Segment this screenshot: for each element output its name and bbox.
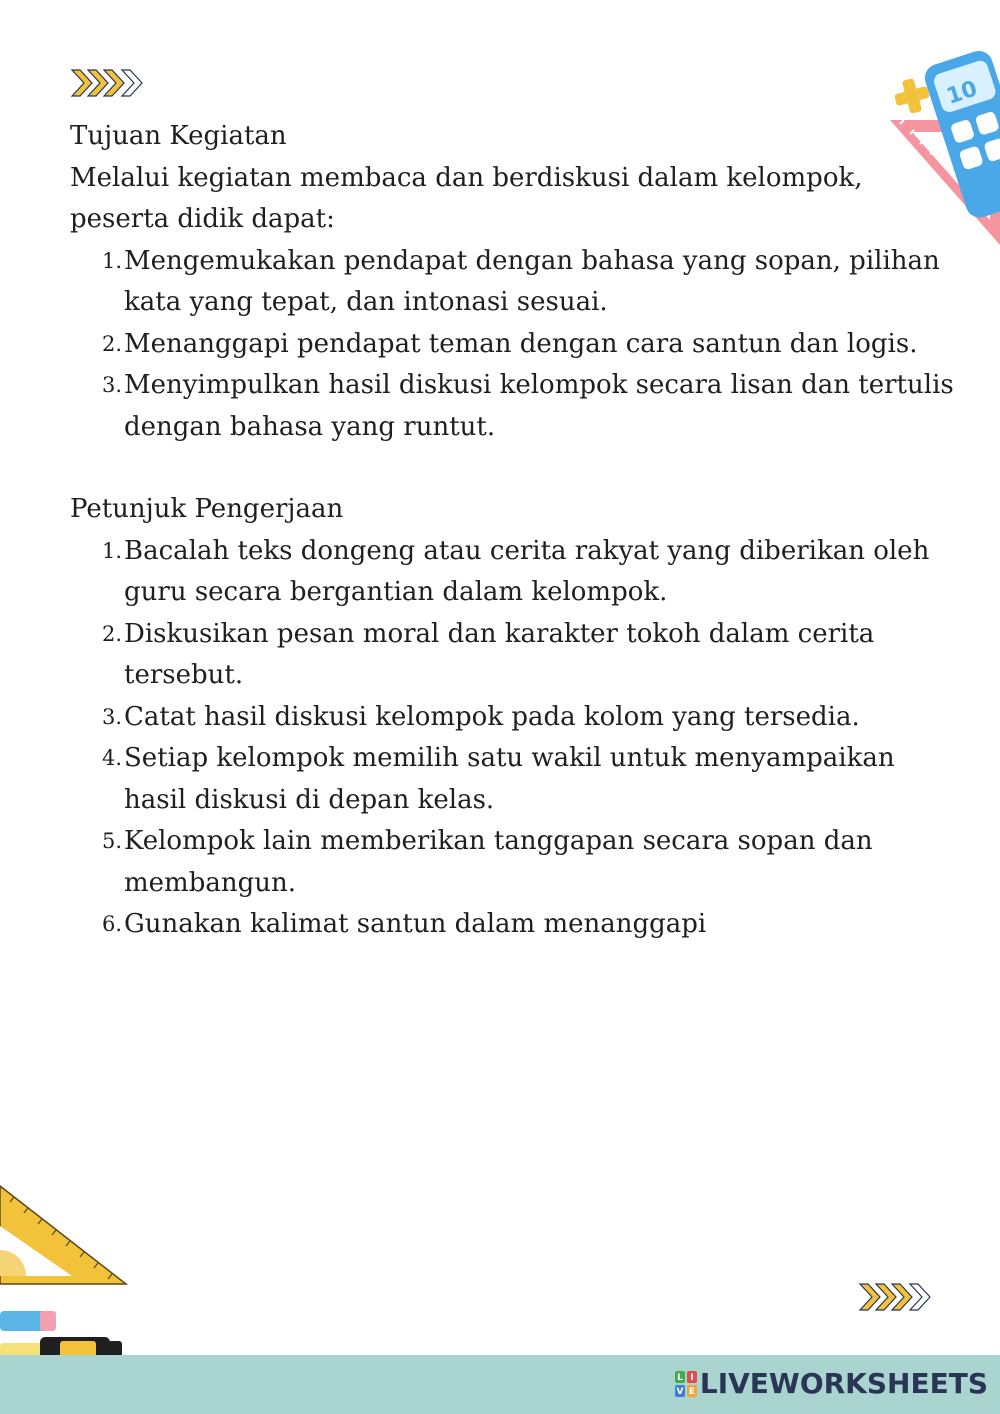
liveworksheets-brand[interactable]	[675, 1367, 988, 1400]
svg-text:E: E	[688, 1386, 695, 1397]
footer-bar	[0, 1355, 1000, 1414]
svg-text:V: V	[676, 1386, 684, 1397]
calculator-display: 10	[943, 76, 981, 110]
svg-text:I: I	[690, 1372, 694, 1383]
list-item	[70, 697, 960, 739]
item-number: 6.	[101, 912, 122, 936]
list-item	[70, 324, 960, 366]
chevron-arrows-icon	[70, 66, 144, 100]
svg-text:L: L	[677, 1372, 683, 1383]
petunjuk-heading: Petunjuk Pengerjaan	[70, 494, 344, 524]
item-text: Setiap kelompok memilih satu wakil untuk menyampaikan hasil diskusi di depan kelas.	[124, 743, 895, 815]
item-number: 2.	[101, 331, 122, 356]
tujuan-heading: Tujuan Kegiatan	[70, 121, 287, 151]
item-text: Kelompok lain memberikan tanggapan secara sopan dan membangun.	[124, 826, 873, 898]
item-text: Mengemukakan pendapat dengan bahasa yang sopan, pilihan kata yang tepat, dan intonasi sesuai.	[124, 245, 940, 317]
chevron-arrows-icon	[858, 1280, 932, 1314]
brand-name: LIVEWORKSHEETS	[699, 1367, 988, 1400]
list-item	[70, 614, 960, 697]
item-number: 5.	[101, 829, 122, 853]
item-text: Menanggapi pendapat teman dengan cara santun dan logis.	[124, 328, 918, 359]
list-item	[70, 738, 960, 821]
item-number: 3.	[101, 373, 122, 397]
liveworksheets-logo-icon	[675, 1371, 697, 1397]
item-text: Menyimpulkan hasil diskusi kelompok secara lisan dan tertulis dengan bahasa yang runtut.	[124, 370, 954, 442]
list-item	[70, 821, 960, 904]
tujuan-list	[70, 241, 960, 449]
list-item	[70, 241, 960, 324]
item-text: Diskusikan pesan moral dan karakter tokoh dalam cerita tersebut.	[124, 618, 875, 690]
item-text: Gunakan kalimat santun dalam menanggapi	[124, 909, 707, 939]
list-item	[70, 531, 960, 614]
list-item	[70, 904, 960, 946]
intro-line-2: peserta didik dapat:	[70, 204, 335, 234]
list-item	[70, 365, 960, 448]
petunjuk-list	[70, 531, 960, 946]
intro-line-1: Melalui kegiatan membaca dan berdiskusi dalam kelompok,	[70, 162, 863, 193]
set-square-icon	[0, 1180, 130, 1290]
item-number: 2.	[101, 621, 122, 646]
item-number: 1.	[101, 248, 122, 273]
item-text: Catat hasil diskusi kelompok pada kolom yang tersedia.	[124, 701, 860, 732]
item-number: 1.	[101, 538, 122, 563]
item-text: Bacalah teks dongeng atau cerita rakyat yang diberikan oleh guru secara bergantian dalam kelompok.	[124, 535, 930, 607]
item-number: 3.	[101, 704, 122, 729]
item-number: 4.	[101, 746, 122, 770]
